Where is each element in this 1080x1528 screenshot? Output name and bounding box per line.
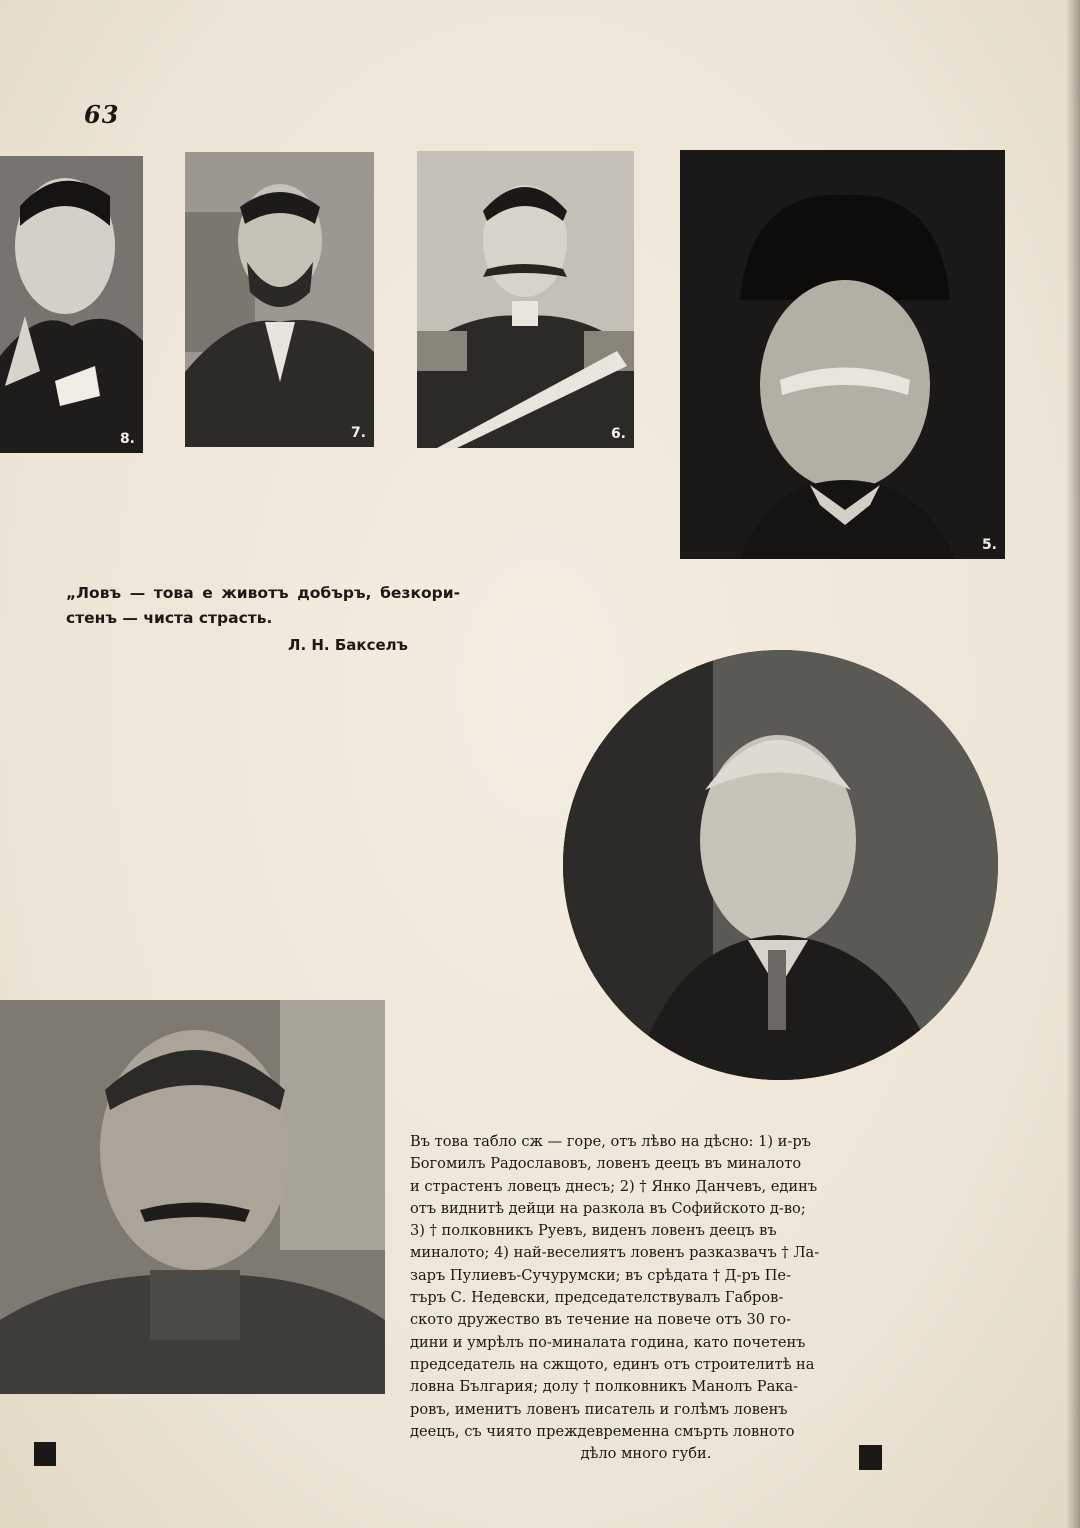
caption-line: миналото; 4) най-веселиятъ ловенъ разказвачъ † Ла- <box>410 1244 820 1262</box>
caption-line: и страстенъ ловецъ днесъ; 2) † Янко Данчевъ, единъ <box>410 1177 818 1195</box>
photo-number-label: 6. <box>610 426 626 442</box>
page-edge-shadow <box>1066 0 1080 1528</box>
photo-number-label: 5. <box>981 537 997 553</box>
photo-number-label: 7. <box>350 425 366 441</box>
portrait-photo-7 <box>185 152 374 447</box>
portrait-photo-6 <box>417 151 634 448</box>
caption-line: отъ виднитѣ дейци на разкола въ Софийското д-во; <box>410 1199 806 1217</box>
quote-line-1: „Ловъ — това е животъ добъръ, безкори- <box>66 584 460 602</box>
caption-line: деецъ, съ чиято преждевременна смърть ловното <box>410 1422 795 1440</box>
caption-line: заръ Пулиевъ-Сучурумски; въ срѣдата † Д-ръ Пе- <box>410 1266 791 1284</box>
quote-line-2: стенъ — чиста страсть. <box>66 609 273 627</box>
registration-mark-right <box>859 1445 882 1470</box>
caption-line: ското дружество въ течение на повече отъ 30 го- <box>410 1311 792 1329</box>
photo-number-label: 8. <box>119 431 135 447</box>
portrait-photo-5 <box>680 150 1005 559</box>
portrait-photo-8-image <box>0 156 143 453</box>
portrait-photo-8 <box>0 156 143 453</box>
quote-author: Л. Н. Бакселъ <box>288 636 408 654</box>
caption-line: ровъ, именитъ ловенъ писатель и голѣмъ ловенъ <box>410 1400 788 1418</box>
page-number: 63 <box>84 100 120 129</box>
caption-line: Въ това табло сж — горе, отъ лѣво на дѣсно: 1) и-ръ <box>410 1133 811 1150</box>
portrait-photo-bottom <box>0 1000 385 1394</box>
caption-line: търъ С. Недевски, председателствувалъ Габров- <box>410 1289 784 1307</box>
registration-mark-left <box>34 1442 56 1466</box>
caption-line: председатель на сжщото, единъ отъ строителитѣ на <box>410 1355 815 1373</box>
portrait-photo-bottom-image <box>0 1000 385 1394</box>
epigraph-quote <box>66 581 460 631</box>
caption-line: дини и умрѣлъ по-миналата година, като почетенъ <box>410 1333 806 1351</box>
portrait-photo-5-image <box>680 150 1005 559</box>
portrait-photo-center-image <box>563 650 998 1080</box>
portrait-photo-6-image <box>417 151 634 448</box>
caption-line: дѣло много губи. <box>580 1445 712 1463</box>
caption-line: 3) † полковникъ Руевъ, виденъ ловенъ деецъ въ <box>410 1222 777 1240</box>
caption-line: ловна България; долу † полковникъ Манолъ Рака- <box>410 1378 799 1396</box>
caption-line: Богомилъ Радославовъ, ловенъ деецъ въ миналото <box>410 1155 802 1173</box>
portrait-photo-7-image <box>185 152 374 447</box>
portrait-photo-center-round <box>563 650 998 1080</box>
photo-caption <box>410 1131 882 1465</box>
